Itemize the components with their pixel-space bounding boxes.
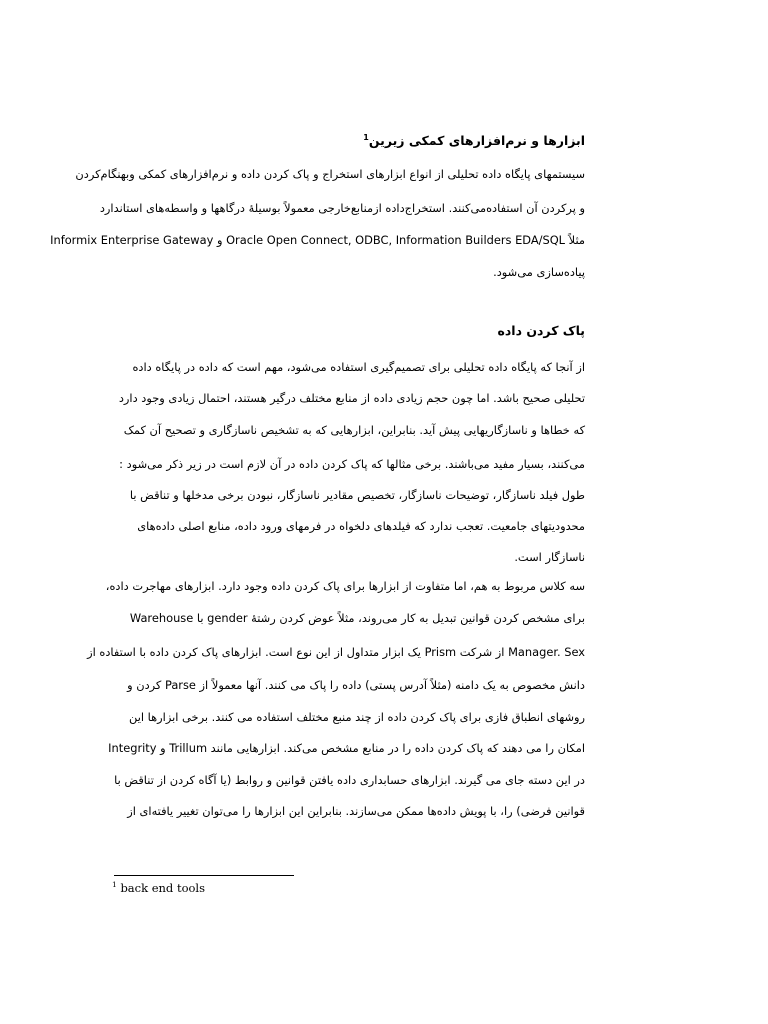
footnote-number: 1 [112, 880, 117, 889]
paragraph-line: امکان را می دهند که پاک کردن داده را در منابع مشخص می‌کند. ابزارهایی مانند Trillum و Integrity [108, 741, 585, 755]
footnote-separator [114, 875, 294, 876]
paragraph-line: سیستمهای پایگاه داده تحلیلی از انواع ابزارهای استخراج و پاک کردن داده و نرم‌افزارهای کمکی وبهنگام‌کردن [75, 167, 585, 181]
paragraph-line: برای مشخص کردن قوانین تبدیل به کار می‌روند، مثلاً عوض کردن رشتهٔ gender با Warehouse [129, 611, 585, 625]
paragraph-line: قوانین فرضی) را، با پویش داده‌ها ممکن می‌سازند. بنابراین این ابزارها را می‌توان تغییر یافته‌ای از [127, 804, 585, 818]
paragraph-line: که خطاها و ناسازگاریهایی پیش آید. بنابراین، ابزارهایی که به تشخیص ناسازگاری و تصحیح آن کمک [123, 423, 585, 437]
paragraph-line: تحلیلی صحیح باشد. اما چون حجم زیادی داده از منابع مختلف درگیر هستند، احتمال زیادی وجود دارد [118, 391, 585, 405]
paragraph-line: طول فیلد ناسازگار، توضیحات ناسازگار، تخصیص مقادیر ناسازگار، نبودن برخی مدخلها و تناقض با [129, 488, 585, 502]
paragraph-line: محدودیتهای جامعیت. تعجب ندارد که فیلدهای دلخواه در فرمهای ورود داده، منابع اصلی داده‌های [137, 519, 585, 533]
section-heading-tools [363, 129, 585, 150]
paragraph-line: روشهای انطباق فازی برای پاک کردن داده از چند منبع مختلف استفاده می کنند. برخی ابزارها این [129, 710, 585, 724]
paragraph-line: پیاده‌سازی می‌شود. [493, 265, 585, 279]
paragraph-line: و پرکردن آن استفاده‌می‌کنند. استخراج‌داده ازمنابع‌خارجی معمولاً بوسیلهٔ درگاهها و واسطه‌های استاندارد [99, 201, 585, 215]
paragraph-line: می‌کنند، بسیار مفید می‌باشند. برخی مثالها که پاک کردن داده در آن لازم است در زیر ذکر می‌شود : [119, 457, 585, 471]
paragraph-line: ناسازگار است. [514, 550, 585, 564]
footnote-text: back end tools [120, 880, 205, 895]
footnote-ref: 1 [363, 133, 369, 142]
footnote [112, 880, 205, 895]
paragraph-line: در این دسته جای می گیرند. ابزارهای حسابداری داده یافتن قوانین و روابط (یا آگاه کردن از تناقض با [114, 773, 585, 787]
paragraph-line: سه کلاس مربوط به هم، اما متفاوت از ابزارها برای پاک کردن داده وجود دارد. ابزارهای مهاجرت داده، [105, 579, 585, 593]
paragraph-line: دانش مخصوص به یک دامنه (مثلاً آدرس پستی) داده را پاک می کنند. آنها معمولاً از Parse کردن و [127, 678, 585, 692]
paragraph-line: Manager. Sex از شرکت Prism یک ابزار متداول از این نوع است. ابزارهای پاک کردن داده با استفاده از [87, 645, 585, 659]
section-heading-data-cleaning: پاک کردن داده [497, 323, 585, 338]
paragraph-line: از آنجا که پایگاه داده تحلیلی برای تصمیم‌گیری استفاده می‌شود، مهم است که داده در پایگاه داده [132, 360, 585, 374]
paragraph-line: مثلاً Oracle Open Connect, ODBC, Information Builders EDA/SQL و Informix Enterprise Gateway [50, 233, 585, 247]
heading-text: ابزارها و نرم‌افزارهای کمکی زیرین [368, 133, 585, 149]
